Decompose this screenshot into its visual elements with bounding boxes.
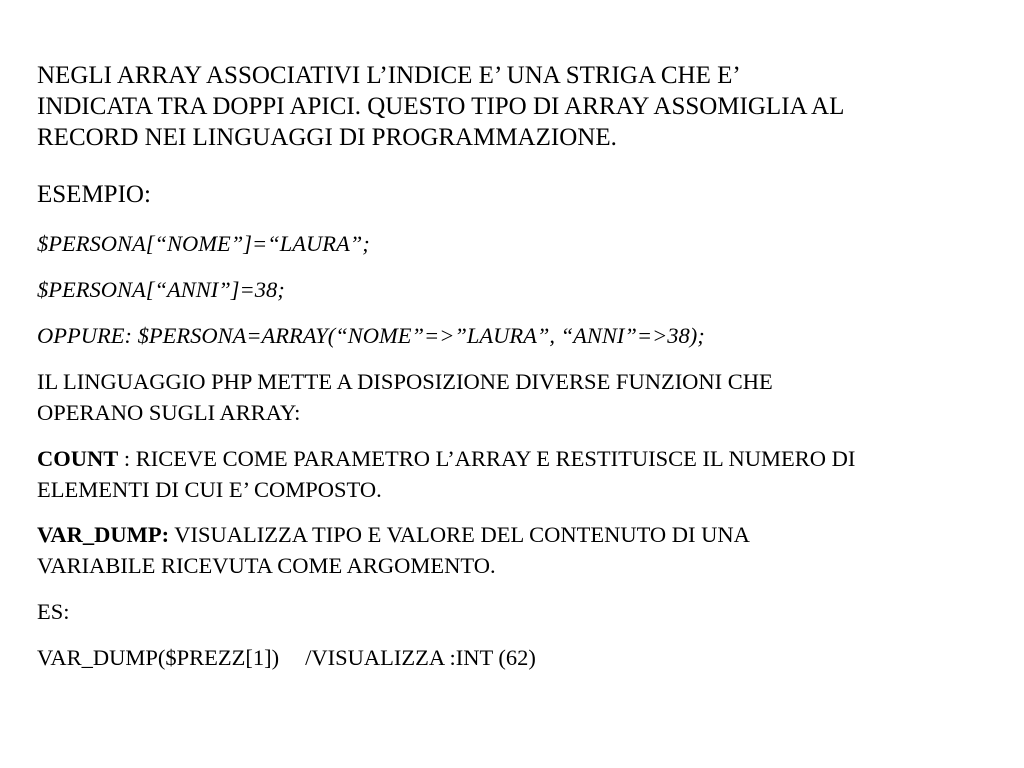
count-description: : RICEVE COME PARAMETRO L’ARRAY E RESTITUISCE IL NUMERO DI <box>118 446 856 471</box>
count-line-2: ELEMENTI DI CUI E’ COMPOSTO. <box>37 477 382 502</box>
intro-paragraph <box>37 60 844 153</box>
count-keyword: COUNT <box>37 446 119 471</box>
intro-line-1: NEGLI ARRAY ASSOCIATIVI L’INDICE E’ UNA STRIGA CHE E’ <box>37 62 741 89</box>
var-dump-line-1 <box>37 519 750 550</box>
functions-intro-paragraph <box>37 366 773 428</box>
var-dump-keyword: VAR_DUMP: <box>37 522 170 547</box>
code-line-1: $PERSONA[“NOME”]=“LAURA”; <box>37 231 370 256</box>
var-dump-line-2: VARIABILE RICEVUTA COME ARGOMENTO. <box>37 553 496 578</box>
count-line-1 <box>37 443 855 474</box>
code-line-2: $PERSONA[“ANNI”]=38; <box>37 277 285 302</box>
example-label: ESEMPIO: <box>37 181 151 208</box>
code-line-3: OPPURE: $PERSONA=ARRAY(“NOME”=>”LAURA”, “ANNI”=>38); <box>37 323 705 348</box>
intro-line-3: RECORD NEI LINGUAGGI DI PROGRAMMAZIONE. <box>37 124 617 151</box>
es-label: ES: <box>37 599 70 624</box>
intro-line-2: INDICATA TRA DOPPI APICI. QUESTO TIPO DI ARRAY ASSOMIGLIA AL <box>37 93 845 120</box>
es-example <box>37 642 536 673</box>
count-paragraph <box>37 443 855 505</box>
functions-intro-line-2: OPERANO SUGLI ARRAY: <box>37 400 301 425</box>
es-example-comment: /VISUALIZZA :INT (62) <box>305 645 536 670</box>
var-dump-paragraph <box>37 519 750 581</box>
es-example-code: VAR_DUMP($PREZZ[1]) <box>37 645 280 670</box>
functions-intro-line-1: IL LINGUAGGIO PHP METTE A DISPOSIZIONE DIVERSE FUNZIONI CHE <box>37 369 773 394</box>
var-dump-description: VISUALIZZA TIPO E VALORE DEL CONTENUTO DI UNA <box>169 522 750 547</box>
